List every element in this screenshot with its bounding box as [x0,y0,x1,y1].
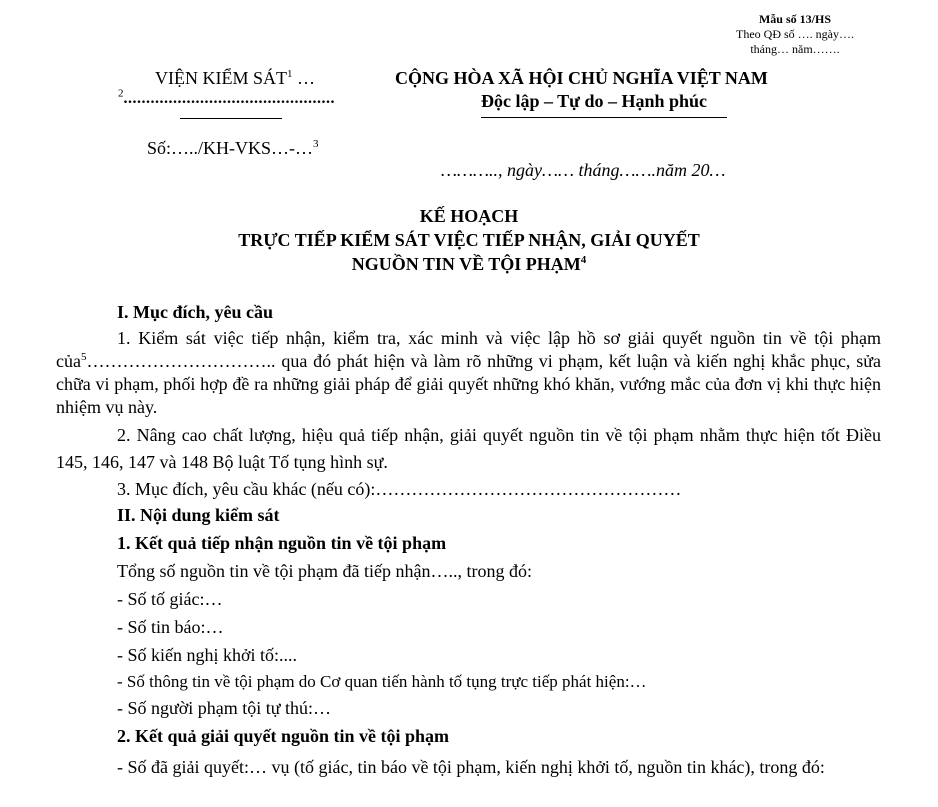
motto-underline [481,117,727,118]
plan-title-line3-text: NGUỒN TIN VỀ TỘI PHẠM [351,254,581,274]
footnote-ref-2: 2 [118,87,124,100]
document-number [147,138,319,159]
section-2-sub-1: 1. Kết quả tiếp nhận nguồn tin về tội phạm [117,533,447,553]
form-code-decision: Theo QĐ số …. ngày…. [736,27,854,41]
section-1-item-1 [56,327,881,419]
national-motto: Độc lập – Tự do – Hạnh phúc [481,91,708,111]
unit-name [118,87,335,108]
received-total: Tổng số nguồn tin về tội phạm đã tiếp nhận….., trong đó: [117,561,532,581]
section-2-heading: II. Nội dung kiểm sát [117,505,280,525]
plan-title-line3 [0,252,938,276]
footnote-ref-5: 5 [80,351,87,363]
form-code-date: tháng… năm……. [750,42,840,56]
list-item: - Số kiến nghị khởi tố:.... [117,645,298,665]
resolved-count: - Số đã giải quyết:… vụ (tố giác, tin báo về tội phạm, kiến nghị khởi tố, nguồn tin khác), trong đó: [117,757,825,777]
list-item: - Số thông tin về tội phạm do Cơ quan tiến hành tố tụng trực tiếp phát hiện:… [117,672,647,691]
section-2-sub-2: 2. Kết quả giải quyết nguồn tin về tội phạm [117,726,450,746]
agency-name [155,68,315,89]
list-item: - Số tố giác:… [117,589,223,609]
section-1-item-1-continuation: ………………………….. qua đó phát hiện và làm rõ những vi phạm, kết luận và kiến nghị khắc phục, sửa chữa vi phạm, phối hợp đề ra những giải pháp để giải quyết những khó khăn, vướng mắc của đơn vị khi thực hiện nhiệm vụ này. [56,351,881,417]
footnote-ref-1: 1 [287,68,293,80]
agency-label: VIỆN KIỂM SÁT [155,68,287,88]
footnote-ref-4: 4 [580,254,587,266]
list-item: - Số tin báo:… [117,617,224,637]
plan-title [0,204,938,276]
agency-suffix: … [292,68,315,88]
section-1-item-2: 2. Nâng cao chất lượng, hiệu quả tiếp nhận, giải quyết nguồn tin về tội phạm nhằm thực hiện tốt Điều 145, 146, 147 và 148 Bộ luật Tố tụng hình sự. [56,425,881,472]
unit-dots: ............................................... [123,90,335,107]
form-code-title: Mẫu số 13/HS [758,12,831,26]
plan-title-line1: KẾ HOẠCH [419,206,519,226]
plan-title-line2: TRỰC TIẾP KIỂM SÁT VIỆC TIẾP NHẬN, GIẢI QUYẾT [238,230,700,250]
form-code-block [710,12,880,57]
section-1-item-3: 3. Mục đích, yêu cầu khác (nếu có):…………………………………………… [117,479,682,499]
country-name: CỘNG HÒA XÃ HỘI CHỦ NGHĨA VIỆT NAM [395,68,768,88]
footnote-ref-3: 3 [313,138,319,150]
list-item: - Số người phạm tội tự thú:… [117,698,332,718]
document-number-text: Số:…../KH-VKS…-… [147,138,314,158]
place-date: ……….., ngày…… tháng…….năm 20… [441,160,726,180]
section-1-item-1-text: 1. Kiểm sát việc tiếp nhận, kiểm tra, xác minh và việc lập hồ sơ giải quyết nguồn tin về tội phạm của [56,328,881,371]
section-1-heading: I. Mục đích, yêu cầu [117,302,274,322]
left-header-rule [180,118,282,119]
